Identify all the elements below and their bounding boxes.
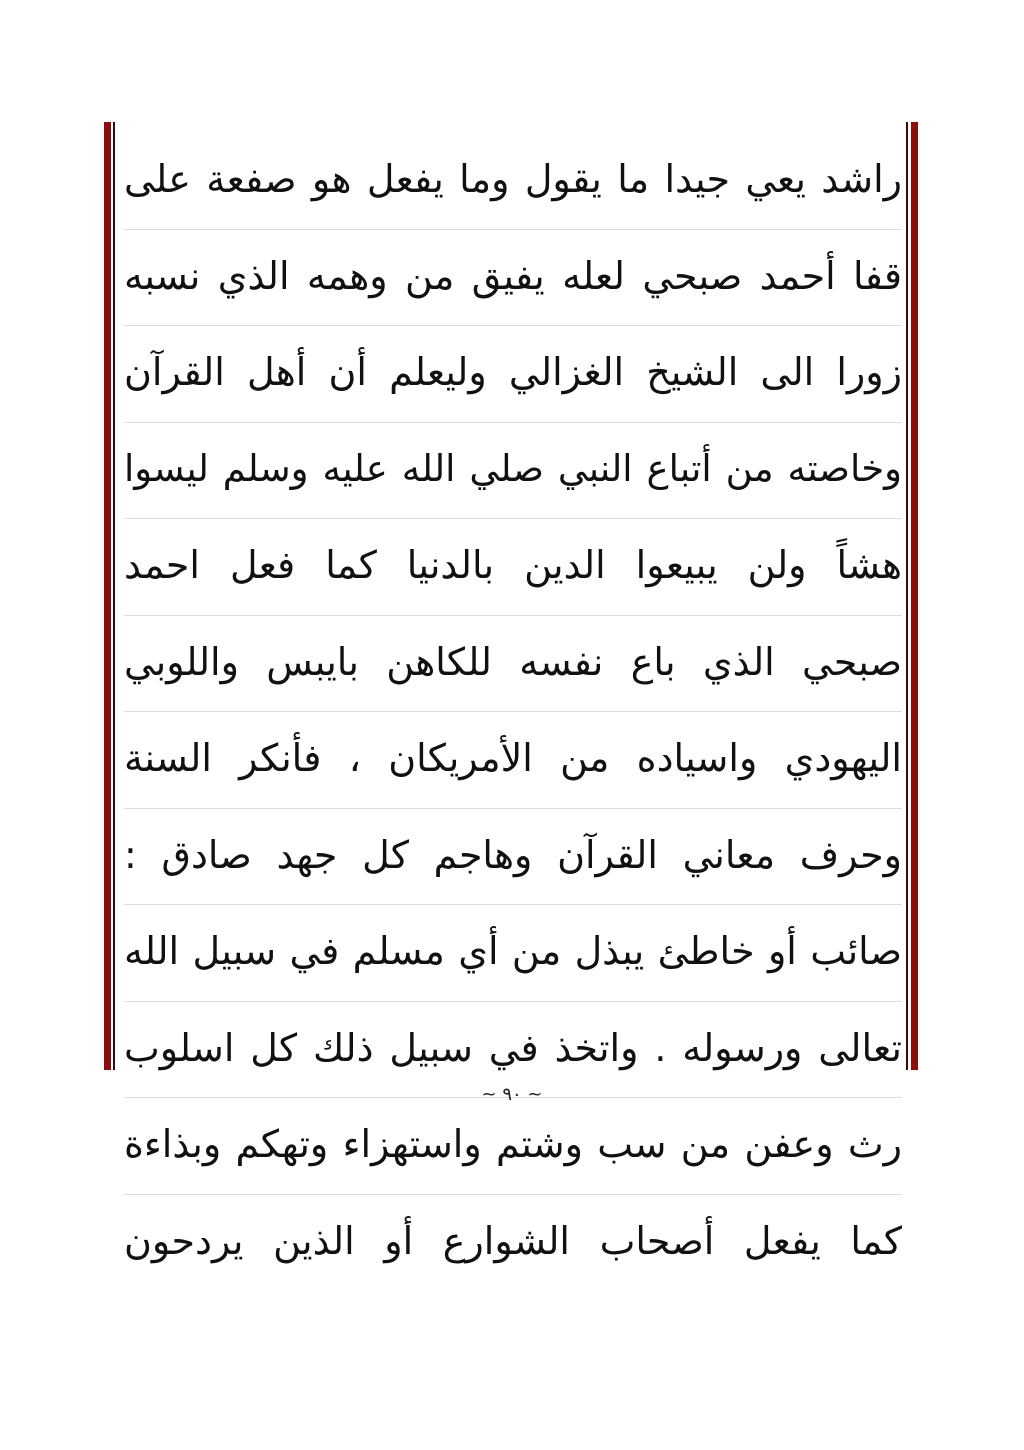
line-divider <box>124 1194 902 1195</box>
text-line: اليهودي واسياده من الأمريكان ، فأنكر السنة <box>124 736 902 780</box>
line-divider <box>124 1001 902 1002</box>
left-border-thick <box>104 122 111 1070</box>
text-line: راشد يعي جيدا ما يقول وما يفعل هو صفعة على <box>124 157 902 201</box>
text-line: صبحي الذي باع نفسه للكاهن بايبس واللوبي <box>124 639 902 684</box>
text-line: صائب أو خاطئ يبذل من أي مسلم في سبيل الله <box>124 929 902 973</box>
text-line: كما يفعل أصحاب الشوارع أو الذين يردحون <box>124 1218 902 1263</box>
text-line: هشاً ولن يبيعوا الدين بالدنيا كما فعل احمد <box>124 543 902 587</box>
line-divider <box>124 325 902 326</box>
line-divider <box>124 808 902 809</box>
line-divider <box>124 229 902 230</box>
text-line: قفا أحمد صبحي لعله يفيق من وهمه الذي نسبه <box>124 253 902 298</box>
left-border-thin <box>113 122 115 1070</box>
page-number: ~ ٩٠ ~ <box>481 1084 543 1105</box>
left-border <box>104 122 118 1070</box>
line-divider <box>124 904 902 905</box>
text-line: وحرف معاني القرآن وهاجم كل جهد صادق : <box>124 832 902 877</box>
text-line: زورا الى الشيخ الغزالي وليعلم أن أهل القرآن <box>124 350 902 394</box>
line-divider <box>124 615 902 616</box>
right-border-thin <box>906 122 908 1070</box>
text-line: تعالى ورسوله . واتخذ في سبيل ذلك كل اسلوب <box>124 1025 902 1070</box>
text-line: رث وعفن من سب وشتم واستهزاء وتهكم وبذاءة <box>124 1122 902 1166</box>
line-divider <box>124 711 902 712</box>
right-border <box>906 122 920 1070</box>
right-border-thick <box>911 122 918 1070</box>
line-divider <box>124 422 902 423</box>
text-line: وخاصته من أتباع النبي صلي الله عليه وسلم ليسوا <box>124 446 902 490</box>
line-divider <box>124 518 902 519</box>
